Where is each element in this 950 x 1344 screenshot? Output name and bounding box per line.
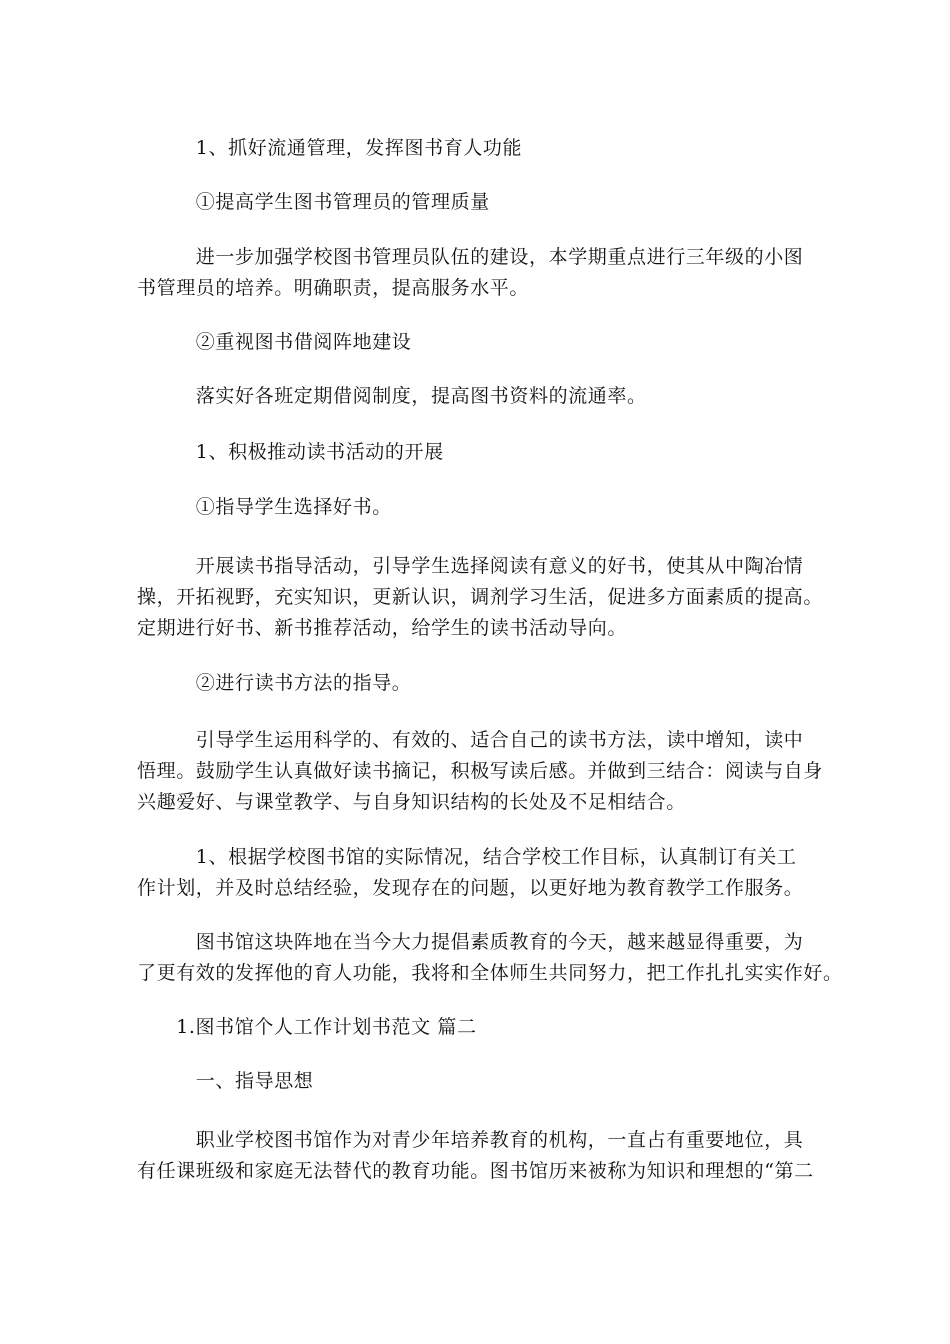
paragraph — [137, 927, 843, 989]
paragraph — [137, 668, 817, 699]
text-line: ①提高学生图书管理员的管理质量 — [137, 191, 490, 213]
text-line: 进一步加强学校图书管理员队伍的建设，本学期重点进行三年级的小图 — [137, 246, 804, 268]
paragraph — [137, 327, 817, 358]
text-line: 职业学校图书馆作为对青少年培养教育的机构，一直占有重要地位，具 — [137, 1129, 804, 1151]
text-line: 一、指导思想 — [137, 1070, 314, 1092]
paragraph — [137, 1125, 817, 1187]
paragraph — [137, 1012, 817, 1043]
paragraph — [137, 242, 817, 304]
text-line: ②重视图书借阅阵地建设 — [137, 331, 412, 353]
text-line: 引导学生运用科学的、有效的、适合自己的读书方法，读中增知，读中 — [137, 729, 804, 751]
paragraph — [137, 1066, 817, 1097]
text-line: 书管理员的培养。明确职责，提高服务水平。 — [137, 277, 530, 299]
paragraph — [137, 725, 824, 818]
text-line: 1、积极推动读书活动的开展 — [137, 441, 444, 463]
text-line: ①指导学生选择好书。 — [137, 496, 392, 518]
text-line: ②进行读书方法的指导。 — [137, 672, 412, 694]
paragraph — [137, 492, 817, 523]
paragraph — [137, 437, 817, 468]
paragraph — [137, 551, 824, 644]
text-line: 图书馆这块阵地在当今大力提倡素质教育的今天，越来越显得重要，为 — [137, 931, 804, 953]
paragraph — [137, 842, 817, 904]
paragraph — [137, 133, 817, 164]
text-line: 悟理。鼓励学生认真做好读书摘记，积极写读后感。并做到三结合：阅读与自身 — [137, 760, 824, 782]
text-line: 1、抓好流通管理，发挥图书育人功能 — [137, 137, 523, 159]
text-line: 了更有效的发挥他的育人功能，我将和全体师生共同努力，把工作扎扎实实作好。 — [137, 962, 843, 984]
text-line: 开展读书指导活动，引导学生选择阅读有意义的好书，使其从中陶冶情 — [137, 555, 804, 577]
paragraph — [137, 381, 817, 412]
text-line: 落实好各班定期借阅制度，提高图书资料的流通率。 — [137, 385, 647, 407]
text-line: 作计划，并及时总结经验，发现存在的问题，以更好地为教育教学工作服务。 — [137, 877, 804, 899]
text-line: 1、根据学校图书馆的实际情况，结合学校工作目标，认真制订有关工 — [137, 846, 797, 868]
text-line: 操，开拓视野，充实知识，更新认识，调剂学习生活，促进多方面素质的提高。 — [137, 586, 824, 608]
text-line: 1.图书馆个人工作计划书范文 篇二 — [137, 1016, 477, 1038]
text-line: 有任课班级和家庭无法替代的教育功能。图书馆历来被称为知识和理想的“第二 — [137, 1160, 814, 1182]
text-line: 定期进行好书、新书推荐活动，给学生的读书活动导向。 — [137, 617, 628, 639]
text-line: 兴趣爱好、与课堂教学、与自身知识结构的长处及不足相结合。 — [137, 791, 686, 813]
paragraph — [137, 187, 817, 218]
